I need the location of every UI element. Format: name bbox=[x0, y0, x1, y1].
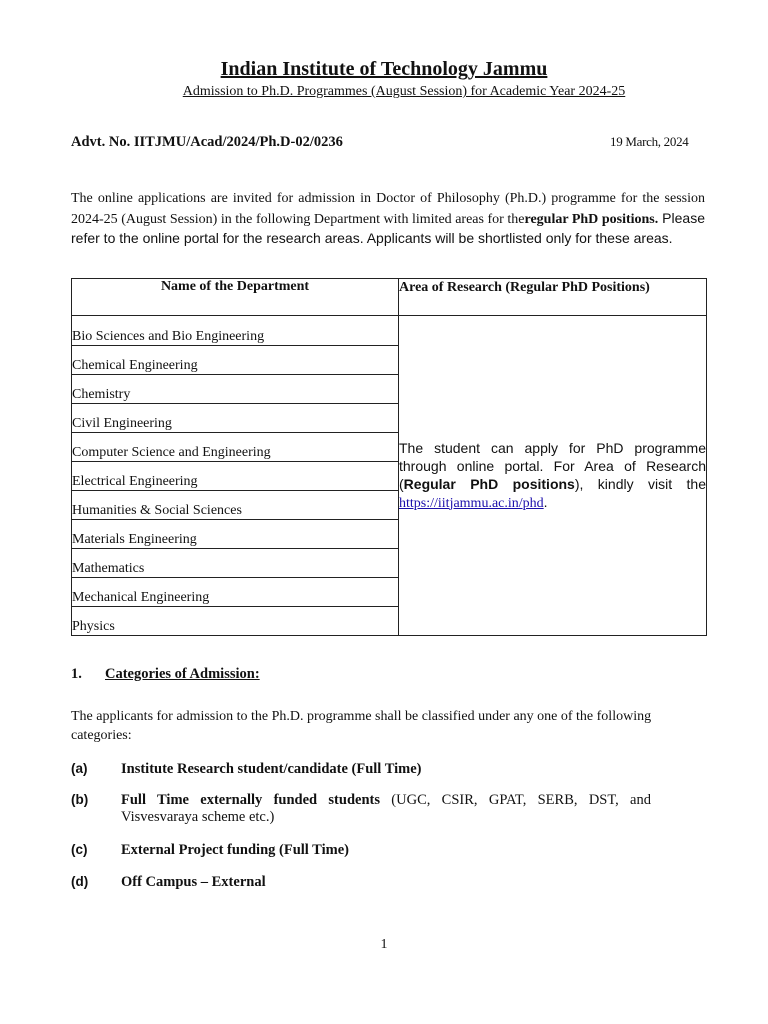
page-number: 1 bbox=[380, 937, 388, 952]
category-label: (d) bbox=[71, 874, 89, 889]
department-name: Electrical Engineering bbox=[72, 462, 399, 491]
department-name: Physics bbox=[72, 607, 399, 636]
category-item-a bbox=[71, 761, 671, 781]
department-name: Chemical Engineering bbox=[72, 346, 399, 375]
category-text bbox=[121, 792, 651, 826]
category-label: (c) bbox=[71, 842, 88, 857]
section-title: Categories of Admission: bbox=[105, 666, 260, 682]
category-item-c bbox=[71, 842, 671, 862]
intro-text-1: The online applications are invited for admission in Doctor of Philosophy (Ph.D.) programme for the session 2024-25 (August Session) in the following Department with limited areas for the bbox=[71, 191, 705, 227]
category-text: Off Campus – External bbox=[121, 874, 266, 890]
department-name: Mathematics bbox=[72, 549, 399, 578]
section-number: 1. bbox=[71, 666, 82, 682]
category-label: (b) bbox=[71, 792, 89, 807]
advertisement-date: 19 March, 2024 bbox=[610, 134, 689, 149]
department-name: Chemistry bbox=[72, 375, 399, 404]
category-rest: (UGC, CSIR, GPAT, SERB, DST, and Visvesvaraya scheme etc.) bbox=[121, 792, 651, 825]
area-text-1: The student can apply for PhD programme through online portal. For Area of Research ( bbox=[399, 439, 706, 492]
document-title: Indian Institute of Technology Jammu bbox=[220, 58, 548, 80]
department-name: Mechanical Engineering bbox=[72, 578, 399, 607]
area-text-2: ), kindly visit the bbox=[574, 475, 706, 492]
category-item-b bbox=[71, 792, 671, 832]
department-name: Humanities & Social Sciences bbox=[72, 491, 399, 520]
area-text-3: . bbox=[543, 493, 548, 510]
category-text: Institute Research student/candidate (Full Time) bbox=[121, 761, 422, 777]
intro-bold: regular PhD positions. bbox=[524, 211, 659, 227]
area-of-research-cell bbox=[399, 316, 707, 636]
column-header-area: Area of Research (Regular PhD Positions) bbox=[399, 279, 707, 316]
department-name: Civil Engineering bbox=[72, 404, 399, 433]
document-subtitle: Admission to Ph.D. Programmes (August Session) for Academic Year 2024-25 bbox=[182, 84, 626, 99]
department-name: Materials Engineering bbox=[72, 520, 399, 549]
department-table bbox=[71, 278, 707, 636]
advertisement-number: Advt. No. IITJMU/Acad/2024/Ph.D-02/0236 bbox=[71, 134, 343, 150]
intro-paragraph bbox=[71, 188, 705, 248]
phd-portal-link[interactable]: https://iitjammu.ac.in/phd bbox=[399, 495, 544, 511]
intro-text-2: Please refer to the online portal for the research areas. Applicants will be shortlisted only for these areas. bbox=[71, 209, 705, 246]
category-item-d bbox=[71, 874, 671, 894]
table-header-row bbox=[72, 279, 707, 316]
category-text: External Project funding (Full Time) bbox=[121, 842, 349, 858]
category-label: (a) bbox=[71, 761, 88, 776]
category-bold: Full Time externally funded students bbox=[121, 792, 380, 808]
department-name: Computer Science and Engineering bbox=[72, 433, 399, 462]
area-bold: Regular PhD positions bbox=[403, 475, 575, 492]
column-header-department: Name of the Department bbox=[72, 279, 399, 316]
table-row bbox=[72, 316, 707, 346]
department-name: Bio Sciences and Bio Engineering bbox=[72, 316, 399, 346]
categories-paragraph: The applicants for admission to the Ph.D. programme shall be classified under any one of the following categories: bbox=[71, 709, 652, 743]
